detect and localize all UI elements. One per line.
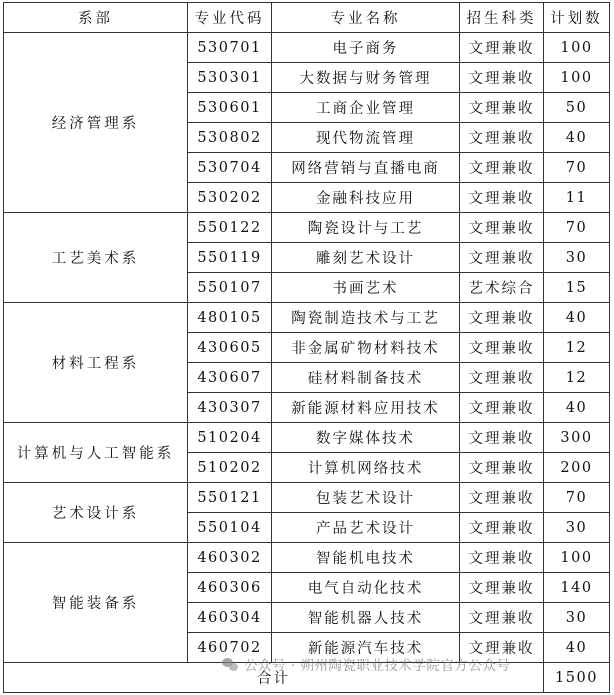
plan-count-cell: 70 bbox=[544, 213, 610, 243]
plan-count-cell: 70 bbox=[544, 483, 610, 513]
major-code-cell: 550122 bbox=[188, 213, 272, 243]
department-cell: 智能装备系 bbox=[4, 543, 188, 663]
major-name-cell: 智能机器人技术 bbox=[272, 603, 460, 633]
header-major-name: 专业名称 bbox=[272, 3, 460, 33]
plan-count-cell: 50 bbox=[544, 93, 610, 123]
major-name-cell: 产品艺术设计 bbox=[272, 513, 460, 543]
major-code-cell: 460302 bbox=[188, 543, 272, 573]
subject-category-cell: 艺术综合 bbox=[460, 273, 544, 303]
table-row bbox=[4, 543, 610, 573]
subject-category-cell: 文理兼收 bbox=[460, 33, 544, 63]
table-row bbox=[4, 483, 610, 513]
table-header-row bbox=[4, 3, 610, 33]
major-name-cell: 硅材料制备技术 bbox=[272, 363, 460, 393]
major-name-cell: 电气自动化技术 bbox=[272, 573, 460, 603]
plan-count-cell: 200 bbox=[544, 453, 610, 483]
major-code-cell: 510202 bbox=[188, 453, 272, 483]
plan-count-cell: 100 bbox=[544, 33, 610, 63]
department-cell: 计算机与人工智能系 bbox=[4, 423, 188, 483]
watermark-text: 公众号 · 朔州陶瓷职业技术学院官方公众号 bbox=[244, 658, 511, 674]
subject-category-cell: 文理兼收 bbox=[460, 93, 544, 123]
major-code-cell: 460702 bbox=[188, 633, 272, 663]
subject-category-cell: 文理兼收 bbox=[460, 363, 544, 393]
major-code-cell: 550107 bbox=[188, 273, 272, 303]
major-code-cell: 530601 bbox=[188, 93, 272, 123]
table-row bbox=[4, 303, 610, 333]
subject-category-cell: 文理兼收 bbox=[460, 153, 544, 183]
plan-count-cell: 30 bbox=[544, 243, 610, 273]
subject-category-cell: 文理兼收 bbox=[460, 513, 544, 543]
major-name-cell: 包装艺术设计 bbox=[272, 483, 460, 513]
major-code-cell: 530301 bbox=[188, 63, 272, 93]
plan-count-cell: 12 bbox=[544, 333, 610, 363]
plan-count-cell: 40 bbox=[544, 633, 610, 663]
subject-category-cell: 文理兼收 bbox=[460, 633, 544, 663]
subject-category-cell: 文理兼收 bbox=[460, 123, 544, 153]
major-name-cell: 工商企业管理 bbox=[272, 93, 460, 123]
subject-category-cell: 文理兼收 bbox=[460, 483, 544, 513]
major-name-cell: 非金属矿物材料技术 bbox=[272, 333, 460, 363]
major-code-cell: 550104 bbox=[188, 513, 272, 543]
major-name-cell: 雕刻艺术设计 bbox=[272, 243, 460, 273]
major-code-cell: 480105 bbox=[188, 303, 272, 333]
major-code-cell: 550121 bbox=[188, 483, 272, 513]
subject-category-cell: 文理兼收 bbox=[460, 573, 544, 603]
department-cell: 工艺美术系 bbox=[4, 213, 188, 303]
total-value: 1500 bbox=[544, 663, 610, 693]
major-code-cell: 530202 bbox=[188, 183, 272, 213]
header-plan-count: 计划数 bbox=[544, 3, 610, 33]
plan-count-cell: 40 bbox=[544, 303, 610, 333]
subject-category-cell: 文理兼收 bbox=[460, 63, 544, 93]
major-code-cell: 430307 bbox=[188, 393, 272, 423]
major-code-cell: 510204 bbox=[188, 423, 272, 453]
major-code-cell: 530802 bbox=[188, 123, 272, 153]
major-name-cell: 书画艺术 bbox=[272, 273, 460, 303]
table-row bbox=[4, 213, 610, 243]
header-department: 系部 bbox=[4, 3, 188, 33]
table-body bbox=[4, 33, 610, 663]
total-label: 合计 bbox=[4, 663, 544, 693]
major-code-cell: 460304 bbox=[188, 603, 272, 633]
plan-count-cell: 12 bbox=[544, 363, 610, 393]
total-row bbox=[4, 663, 610, 693]
major-name-cell: 陶瓷制造技术与工艺 bbox=[272, 303, 460, 333]
major-code-cell: 550119 bbox=[188, 243, 272, 273]
subject-category-cell: 文理兼收 bbox=[460, 603, 544, 633]
plan-count-cell: 140 bbox=[544, 573, 610, 603]
subject-category-cell: 文理兼收 bbox=[460, 243, 544, 273]
department-cell: 材料工程系 bbox=[4, 303, 188, 423]
major-code-cell: 430607 bbox=[188, 363, 272, 393]
major-name-cell: 大数据与财务管理 bbox=[272, 63, 460, 93]
subject-category-cell: 文理兼收 bbox=[460, 453, 544, 483]
table-row bbox=[4, 33, 610, 63]
major-name-cell: 网络营销与直播电商 bbox=[272, 153, 460, 183]
plan-count-cell: 15 bbox=[544, 273, 610, 303]
major-name-cell: 新能源材料应用技术 bbox=[272, 393, 460, 423]
department-cell: 经济管理系 bbox=[4, 33, 188, 213]
plan-count-cell: 30 bbox=[544, 513, 610, 543]
major-name-cell: 电子商务 bbox=[272, 33, 460, 63]
subject-category-cell: 文理兼收 bbox=[460, 393, 544, 423]
major-name-cell: 金融科技应用 bbox=[272, 183, 460, 213]
plan-count-cell: 40 bbox=[544, 123, 610, 153]
major-name-cell: 现代物流管理 bbox=[272, 123, 460, 153]
major-name-cell: 陶瓷设计与工艺 bbox=[272, 213, 460, 243]
plan-count-cell: 70 bbox=[544, 153, 610, 183]
plan-count-cell: 100 bbox=[544, 63, 610, 93]
subject-category-cell: 文理兼收 bbox=[460, 333, 544, 363]
subject-category-cell: 文理兼收 bbox=[460, 183, 544, 213]
plan-count-cell: 300 bbox=[544, 423, 610, 453]
major-name-cell: 新能源汽车技术 bbox=[272, 633, 460, 663]
table-row bbox=[4, 423, 610, 453]
major-code-cell: 430605 bbox=[188, 333, 272, 363]
major-code-cell: 460306 bbox=[188, 573, 272, 603]
plan-count-cell: 30 bbox=[544, 603, 610, 633]
subject-category-cell: 文理兼收 bbox=[460, 543, 544, 573]
header-subject-category: 招生科类 bbox=[460, 3, 544, 33]
major-name-cell: 计算机网络技术 bbox=[272, 453, 460, 483]
major-name-cell: 智能机电技术 bbox=[272, 543, 460, 573]
major-name-cell: 数字媒体技术 bbox=[272, 423, 460, 453]
department-cell: 艺术设计系 bbox=[4, 483, 188, 543]
header-major-code: 专业代码 bbox=[188, 3, 272, 33]
enrollment-plan-table bbox=[3, 2, 610, 693]
plan-count-cell: 40 bbox=[544, 393, 610, 423]
plan-count-cell: 11 bbox=[544, 183, 610, 213]
subject-category-cell: 文理兼收 bbox=[460, 213, 544, 243]
subject-category-cell: 文理兼收 bbox=[460, 423, 544, 453]
major-code-cell: 530704 bbox=[188, 153, 272, 183]
plan-count-cell: 100 bbox=[544, 543, 610, 573]
major-code-cell: 530701 bbox=[188, 33, 272, 63]
subject-category-cell: 文理兼收 bbox=[460, 303, 544, 333]
